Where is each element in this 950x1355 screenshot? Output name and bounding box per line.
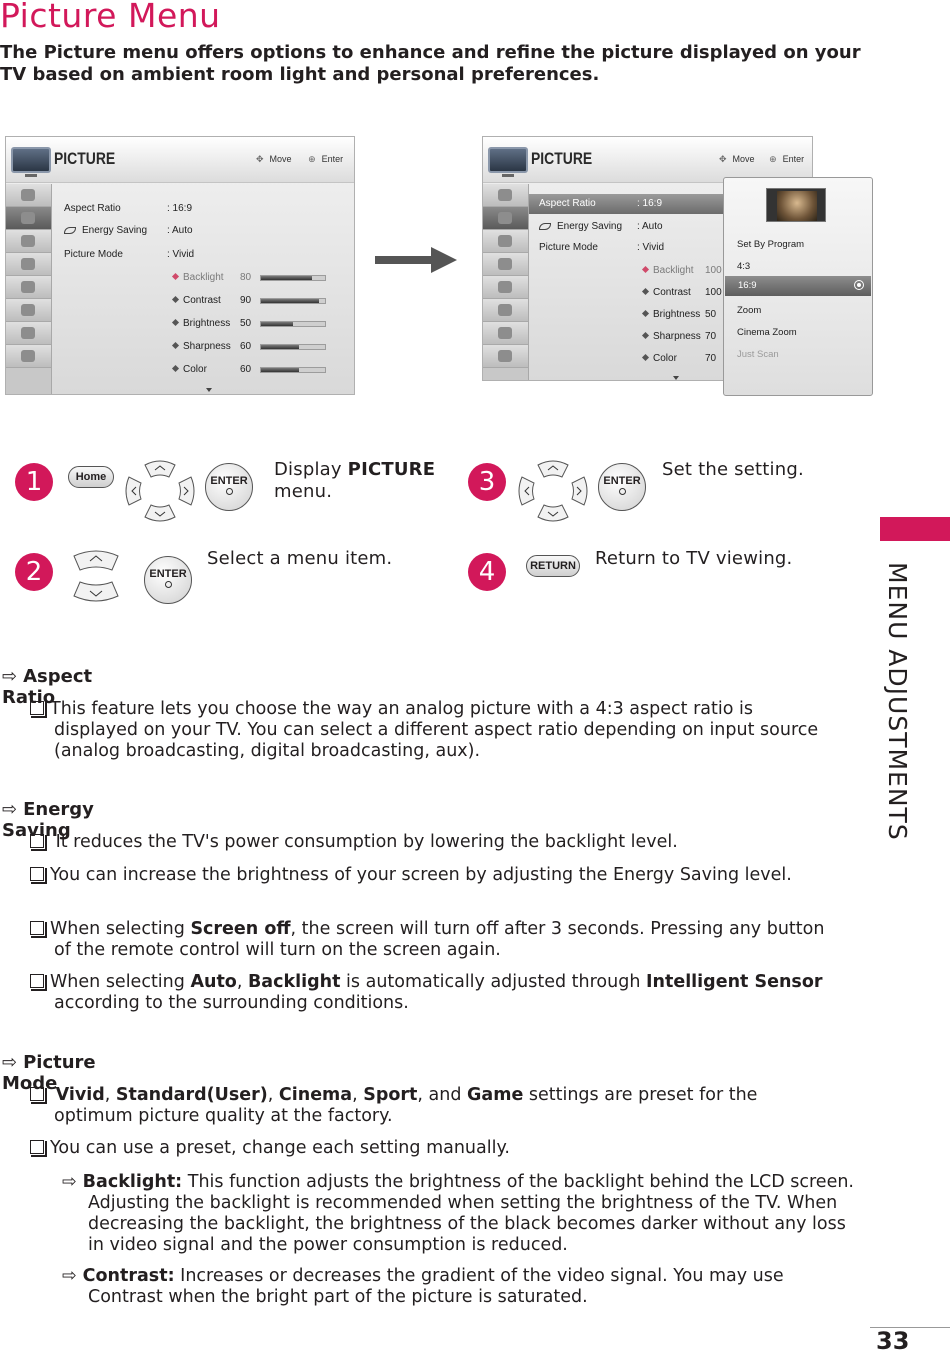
text: This function adjusts the brightness of the backlight behind the LCD screen. Adjusting the backlight is recommended when setting the brightness of the TV. When decreasing the backlight, the brightness of the black becomes darker without any loss in video signal and the power consumption is reduced. [88, 1172, 854, 1255]
row-label: Picture Mode [539, 242, 598, 253]
up-down-buttons-icon [68, 548, 124, 604]
move-label: Move [269, 154, 292, 164]
popup-option-selected[interactable] [725, 276, 871, 296]
step-text-suffix: menu. [274, 481, 333, 502]
osd-picture-menu-left [5, 136, 355, 395]
text: , [236, 972, 248, 992]
text-bold: Auto [190, 972, 237, 992]
eco-leaf-icon [64, 227, 76, 234]
satellite-icon[interactable] [483, 184, 528, 207]
sub-paragraph [62, 1266, 862, 1308]
paragraph [30, 699, 840, 762]
page-title: Picture Menu [0, 0, 221, 35]
heading-text: Aspect Ratio [2, 666, 93, 708]
category-icon-column [483, 184, 529, 380]
sub-value: 90 [240, 295, 252, 306]
step-text: Return to TV viewing. [595, 548, 793, 569]
section-side-label: MENU ADJUSTMENTS [883, 562, 912, 841]
return-button: RETURN [526, 555, 580, 577]
paragraph-text: This feature lets you choose the way an analog picture with a 4:3 aspect ratio is displayed on your TV. You can select a different aspect ratio depending on input source (analog broadcasting, digital broadcasting, aux). [50, 699, 819, 761]
text: Increases or decreases the gradient of the video signal. You may use Contrast when the bright part of the picture is saturated. [88, 1266, 784, 1307]
row-label: Aspect Ratio [539, 198, 596, 209]
osd-title: PICTURE [531, 149, 593, 168]
sub-value: 50 [240, 318, 252, 329]
lock-icon[interactable] [6, 299, 51, 322]
osd-sub-brightness[interactable] [643, 309, 717, 320]
checkbox-bullet-icon [30, 701, 44, 715]
row-label: Energy Saving [557, 221, 623, 232]
popup-option-disabled: Just Scan [737, 349, 779, 360]
row-label: Energy Saving [82, 225, 148, 236]
step-number: 1 [15, 463, 53, 501]
osd-row-picture-mode[interactable] [64, 249, 195, 260]
text: according to the surrounding conditions. [54, 993, 409, 1013]
text: , the screen will turn off after 3 seconds. Pressing any button of the remote control will turn on the screen again. [54, 919, 825, 960]
enter-label: Enter [782, 154, 805, 164]
text: , and [417, 1085, 468, 1105]
osd-row-picture-mode[interactable] [539, 242, 665, 253]
enter-icon: ⊕ [769, 154, 777, 164]
diamond-bullet-icon [642, 288, 649, 295]
step-text [274, 459, 435, 503]
scroll-down-icon[interactable] [673, 376, 679, 380]
paragraph: Vivid, Standard(User), Cinema, Sport, and Game settings are preset for the optimum picture quality at the factory. [30, 1085, 840, 1127]
enter-button-label: ENTER [149, 568, 187, 580]
sub-label: Brightness [183, 318, 231, 329]
dpad-icon [125, 459, 195, 523]
osd-sub-backlight[interactable] [643, 265, 722, 276]
heading-text: Picture Mode [2, 1052, 96, 1094]
osd-sub-color[interactable] [173, 364, 252, 375]
arrow-icon: ⇨ [2, 799, 18, 820]
text: When selecting [50, 919, 191, 939]
row-value: : 16:9 [637, 198, 663, 209]
audio-icon[interactable] [6, 230, 51, 253]
clock-icon[interactable] [6, 253, 51, 276]
step-number: 3 [468, 463, 506, 501]
step-text-prefix: Display [274, 459, 348, 480]
osd-sub-contrast[interactable] [173, 295, 252, 306]
row-value: : Auto [167, 225, 193, 236]
checkbox-bullet-icon [30, 921, 44, 935]
sub-label: Brightness [653, 309, 701, 320]
paragraph-text: You can use a preset, change each setting manually. [50, 1138, 510, 1158]
satellite-icon[interactable] [6, 184, 51, 207]
sub-label: Color [653, 353, 677, 364]
step-text-bold: PICTURE [347, 459, 436, 480]
step-number: 2 [15, 553, 53, 591]
text-bold: Intelligent Sensor [645, 972, 823, 992]
paragraph-text: It reduces the TV's power consumption by lowering the backlight level. [50, 832, 678, 852]
osd-sub-sharpness[interactable] [643, 331, 717, 342]
text-bold: Cinema [278, 1085, 353, 1105]
enter-button [144, 556, 192, 604]
row-value: : Vivid [637, 242, 665, 253]
sub-value: 60 [240, 341, 252, 352]
move-label: Move [732, 154, 755, 164]
scroll-down-icon[interactable] [206, 388, 212, 392]
dpad-icon [518, 459, 588, 523]
osd-row-energy-saving[interactable] [539, 221, 663, 232]
usb-icon[interactable] [483, 345, 528, 368]
text: When selecting [50, 972, 191, 992]
text-bold: Sport [363, 1085, 418, 1105]
row-label: Aspect Ratio [64, 203, 121, 214]
text-bold: Vivid [55, 1085, 105, 1105]
sub-value: 100 [705, 265, 722, 276]
move-icon: ✥ [719, 154, 727, 164]
preview-thumbnail [766, 188, 826, 222]
level-bar-fill [261, 299, 319, 303]
osd-sub-backlight[interactable] [173, 272, 252, 283]
arrow-icon: ⇨ [62, 1172, 77, 1192]
diamond-bullet-icon [172, 296, 179, 303]
audio-icon[interactable] [483, 230, 528, 253]
diamond-bullet-icon [642, 354, 649, 361]
row-label: Picture Mode [64, 249, 123, 260]
intro-text: The Picture menu offers options to enhance and refine the picture displayed on your TV based on ambient room light and personal preferences. [0, 42, 861, 85]
level-bar[interactable] [260, 367, 326, 373]
lock-icon[interactable] [483, 299, 528, 322]
osd-nav-hint [256, 154, 343, 165]
paragraph [30, 919, 840, 961]
diamond-bullet-icon [642, 332, 649, 339]
tv-icon [11, 147, 51, 173]
enter-button-label: ENTER [603, 475, 641, 487]
enter-dot-icon [226, 488, 233, 495]
sub-value: 80 [240, 272, 252, 283]
sub-value: 60 [240, 364, 252, 375]
enter-button-label: ENTER [210, 475, 248, 487]
popup-option[interactable]: 4:3 [737, 261, 751, 272]
sub-label: Contrast [653, 287, 691, 298]
osd-sub-sharpness[interactable] [173, 341, 252, 352]
level-bar[interactable] [260, 344, 326, 350]
step-text: Select a menu item. [207, 548, 393, 569]
input-icon[interactable] [483, 322, 528, 345]
checkbox-bullet-icon [30, 974, 44, 988]
enter-icon: ⊕ [308, 154, 316, 164]
sub-label: Color [183, 364, 207, 375]
osd-row-aspect-ratio[interactable] [539, 198, 663, 209]
eco-leaf-icon [539, 223, 551, 230]
paragraph [30, 972, 840, 1014]
right-arrow-icon [375, 247, 457, 273]
page-number: 33 [876, 1327, 910, 1355]
sub-value: 100 [705, 287, 722, 298]
category-icon-column [6, 184, 52, 394]
sub-value: 70 [705, 331, 717, 342]
diamond-bullet-icon [642, 310, 649, 317]
picture-icon[interactable] [483, 207, 528, 230]
usb-icon[interactable] [6, 345, 51, 368]
osd-sub-contrast[interactable] [643, 287, 722, 298]
paragraph [30, 832, 840, 853]
picture-icon[interactable] [6, 207, 51, 230]
checkbox-bullet-icon [30, 834, 44, 848]
row-value: : Auto [637, 221, 663, 232]
clock-icon[interactable] [483, 253, 528, 276]
level-bar[interactable] [260, 321, 326, 327]
checkbox-bullet-icon [30, 1087, 44, 1101]
enter-button [598, 463, 646, 511]
enter-label: Enter [321, 154, 344, 164]
sub-label: Backlight [653, 265, 694, 276]
osd-sub-color[interactable] [643, 353, 717, 364]
text: is automatically adjusted through [340, 972, 646, 992]
sub-value: 50 [705, 309, 717, 320]
text-bold: Standard(User) [115, 1085, 268, 1105]
sub-label: Contrast [183, 295, 221, 306]
arrow-icon: ⇨ [2, 666, 18, 687]
level-bar-fill [261, 276, 312, 280]
step-number: 4 [468, 553, 506, 591]
level-bar-fill [261, 368, 299, 372]
osd-title: PICTURE [54, 149, 116, 168]
popup-option-label: 16:9 [738, 280, 757, 291]
popup-option[interactable]: Cinema Zoom [737, 327, 797, 338]
level-bar-fill [261, 322, 293, 326]
diamond-bullet-icon [172, 342, 179, 349]
sub-label: Sharpness [183, 341, 231, 352]
step-text: Set the setting. [662, 459, 804, 480]
option-icon[interactable] [6, 276, 51, 299]
level-bar-fill [261, 345, 299, 349]
text-bold: Backlight: [82, 1172, 183, 1192]
paragraph [30, 1138, 840, 1159]
sub-label: Backlight [183, 272, 224, 283]
enter-dot-icon [165, 581, 172, 588]
osd-nav-hint [719, 154, 804, 165]
osd-row-aspect-ratio[interactable] [64, 203, 193, 214]
diamond-bullet-icon [172, 319, 179, 326]
diamond-bullet-icon [172, 365, 179, 372]
level-bar[interactable] [260, 275, 326, 281]
osd-row-energy-saving[interactable] [64, 225, 193, 236]
enter-button [205, 463, 253, 511]
input-icon[interactable] [6, 322, 51, 345]
diamond-bullet-icon [642, 266, 649, 273]
paragraph [30, 865, 840, 886]
osd-sub-brightness[interactable] [173, 318, 252, 329]
sub-paragraph [62, 1172, 862, 1256]
enter-dot-icon [619, 488, 626, 495]
popup-option[interactable]: Zoom [737, 305, 762, 316]
diamond-bullet-icon [172, 273, 179, 280]
arrow-icon: ⇨ [62, 1266, 77, 1286]
move-icon: ✥ [256, 154, 264, 164]
row-value: : 16:9 [167, 203, 193, 214]
section-tab-marker [880, 517, 950, 541]
level-bar[interactable] [260, 298, 326, 304]
sub-label: Sharpness [653, 331, 701, 342]
text: settings are preset for the optimum picture quality at the factory. [54, 1085, 758, 1126]
row-value: : Vivid [167, 249, 195, 260]
option-icon[interactable] [483, 276, 528, 299]
text-bold: Contrast: [82, 1266, 175, 1286]
checkbox-bullet-icon [30, 867, 44, 881]
paragraph-text: You can increase the brightness of your screen by adjusting the Energy Saving level. [50, 865, 792, 885]
radio-selected-icon [854, 280, 864, 290]
heading-text: Energy Saving [2, 799, 94, 841]
tv-icon [488, 147, 528, 173]
checkbox-bullet-icon [30, 1140, 44, 1154]
sub-value: 70 [705, 353, 717, 364]
arrow-icon: ⇨ [2, 1052, 18, 1073]
text-bold: Backlight [247, 972, 341, 992]
text-bold: Game [467, 1085, 524, 1105]
text-bold: Screen off [190, 919, 291, 939]
aspect-ratio-popup [723, 177, 873, 396]
popup-option[interactable]: Set By Program [737, 239, 805, 250]
home-button: Home [68, 466, 114, 488]
osd-header [6, 137, 354, 183]
